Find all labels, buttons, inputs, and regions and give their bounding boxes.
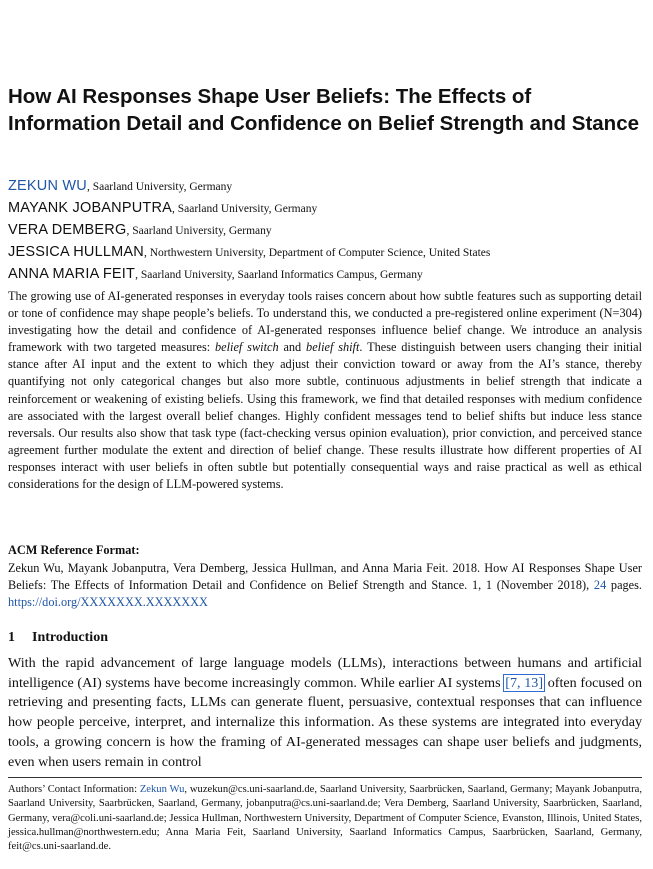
abstract-text-continued: . These distinguish between users changing their initial stance after AI input and the extent to which they adjust their conviction toward or away from the AI’s stance, thereby quantifying not only categorical changes but also more subtle, continuous adjustments in belief strength that indicate a reinforcement or weakening of existing beliefs. Using this framework, we find that detailed responses with medium confidence are associated with the largest overall belief changes. Highly confident messages tend to belief shifts but induce less stance reversals. Our results also show that task type (fact-checking versus opinion evaluation), prior conviction, and perceived stance agreement further modulate the extent and direction of belief change. These results illustrate how different properties of AI responses interact with user beliefs in often subtle but potentially consequential ways and raise practical as well as ethical considerations for the design of LLM-powered systems.: [8, 340, 643, 492]
author-name: JESSICA HULLMAN: [8, 244, 144, 260]
acm-citation: Zekun Wu, Mayank Jobanputra, Vera Demberg, Jessica Hullman, and Anna Maria Feit. 2018. How AI Responses Shape User Beliefs: The Effects of Information Detail and Confidence on Belief Strength and Stance. 1, 1 (November 2018),: [8, 561, 642, 592]
author-name: MAYANK JOBANPUTRA: [8, 200, 172, 216]
abstract-conjunction: and: [278, 340, 307, 355]
term-belief-switch: belief switch: [215, 340, 279, 355]
acm-reference-heading: ACM Reference Format:: [8, 543, 140, 557]
section-number: 1: [8, 630, 15, 645]
section-heading: [8, 630, 108, 646]
author-affiliation: Saarland University, Germany: [177, 203, 318, 215]
intro-text-continued: often focused on retrieving and presenting facts, LLMs can generate fluent, persuasive, contextual responses that can influence how people perceive, interpret, and internalize this information. As these systems are integrated into everyday tools, a growing concern is how the framing of AI-generated messages can shape user beliefs and judgments, even when users remain in control: [8, 674, 643, 770]
footnote-prefix: Authors’ Contact Information:: [8, 784, 140, 795]
author-name: ANNA MARIA FEIT: [8, 266, 136, 282]
author-list: [8, 176, 648, 286]
doi-link[interactable]: https://doi.org/XXXXXXX.XXXXXXX: [8, 595, 208, 609]
citation-link[interactable]: [7, 13]: [505, 674, 544, 691]
page-count: 24: [593, 578, 607, 592]
author-entry: ANNA MARIA FEIT, Saarland University, Saarland Informatics Campus, Germany: [8, 266, 423, 282]
intro-text: With the rapid advancement of large language models (LLMs), interactions between humans and artificial intelligence (AI) systems have become increasingly common. While earlier AI systems: [8, 655, 642, 691]
author-entry: MAYANK JOBANPUTRA, Saarland University, Germany: [8, 200, 318, 216]
author-entry: ZEKUN WU, Saarland University, Germany: [8, 178, 233, 194]
footnote-text: , wuzekun@cs.uni-saarland.de, Saarland University, Saarbrücken, Saarland, Germany; Mayank Jobanputra, Saarland University, Saarbrücken, Saarland, Germany, jobanputra@cs.uni-saarland.de; Vera Demberg, Saarland University, Saarbrücken, Saarland, Germany, vera@coli.uni-saarland.de; Jessica Hullman, Northwestern University, Department of Computer Science, Evanston, Illinois, United States, jessica.hullman@northwestern.edu; Anna Maria Feit, Saarland University, Saarland Informatics Campus, Saarbrücken, Saarland, Germany, feit@cs.uni-saarland.de.: [8, 784, 642, 853]
acm-reference-text: [8, 560, 642, 611]
term-belief-shift: belief shift: [306, 340, 360, 355]
author-name: ZEKUN WU: [8, 178, 87, 194]
footnote-divider: [8, 777, 642, 778]
paper-title: How AI Responses Shape User Beliefs: The Effects of Information Detail and Confidence on Belief Strength and Stance: [8, 85, 640, 135]
abstract: [8, 288, 642, 493]
author-affiliation: Saarland University, Germany: [92, 181, 233, 193]
footnote-first-author: Zekun Wu: [139, 784, 185, 795]
author-affiliation: Saarland University, Saarland Informatics Campus, Germany: [140, 269, 423, 281]
author-affiliation: Northwestern University, Department of Computer Science, United States: [149, 247, 491, 259]
author-name: VERA DEMBERG: [8, 222, 127, 238]
pages-suffix: pages.: [606, 578, 642, 592]
author-entry: JESSICA HULLMAN, Northwestern University, Department of Computer Science, United States: [8, 244, 491, 260]
section-title: Introduction: [32, 630, 108, 645]
abstract-text: The growing use of AI-generated responses in everyday tools raises concern about how subtle features such as supporting detail or tone of confidence may shape people’s beliefs. To understand this, we conducted a pre-registered online experiment (N=304) investigating how the detail and confidence of AI-generated responses influence belief change. We introduce an analysis framework with two targeted measures:: [8, 289, 642, 355]
contact-footnote: [8, 783, 642, 854]
author-entry: VERA DEMBERG, Saarland University, Germany: [8, 222, 272, 238]
author-affiliation: Saarland University, Germany: [132, 225, 272, 237]
introduction-paragraph: [8, 654, 642, 772]
